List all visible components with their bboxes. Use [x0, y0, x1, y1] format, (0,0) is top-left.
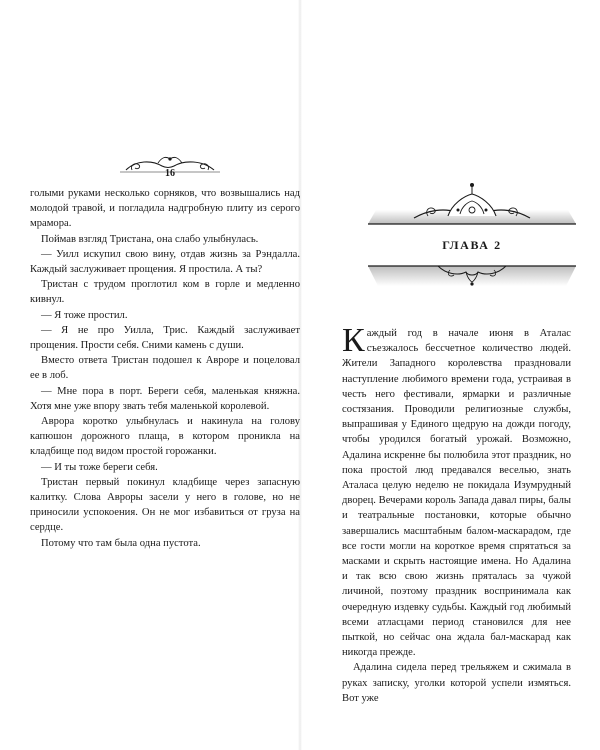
filigree-crown-ornament-icon: [368, 180, 576, 226]
filigree-shelf-ornament-icon: [368, 260, 576, 296]
left-body-text: [30, 186, 300, 551]
paragraph: Поймав взгляд Тристана, она слабо улыбнулась.: [41, 233, 259, 245]
chapter-title: ГЛАВА 2: [442, 238, 502, 252]
paragraph: — Я тоже простил.: [41, 309, 128, 321]
paragraph: — Уилл искупил свою вину, отдав жизнь за Рэндалла. Каждый заслуживает прощения. Я простила. А ты?: [30, 248, 300, 276]
paragraph: Тристан первый покинул кладбище через запасную калитку. Слова Авроры засели у него в голове, но не приносили успокоения. Он не мог избавиться от груза на сердце.: [30, 476, 300, 534]
paragraph: голыми руками несколько сорняков, что возвышались над молодой травой, и погладила надгробную плиту из серого мрамора.: [30, 188, 300, 230]
paragraph-text: аждый год в начале июня в Аталас съезжалось бессчетное количество людей. Жители Западного королевства праздновали наступление любимого времени года, устраивая в честь него фестивали, ярмарки и различные состязания. Проводили религиозные службы, выпрашивая у Единого щедрую на дожди погоду, чтобы уродился богатый урожай. Возможно, Адалина искренне бы полюбила этот праздник, но пока простой люд предавался веселью, знать Аталаса целую неделю не покидала Изумрудный дворец. Вечерами король Запада давал пиры, балы и театральные постановки, которые обычно завершались масштабным балом-маскарадом, где все гости могли на короткое время спрятаться за масками и скрыть настоящие имена. Но Адалина и так всю свою жизнь пряталась за чужой личиной, поэтому праздник воспринимала как очередную издевку судьбы. Каждый год любимый всеми атласцами период становился для нее пыткой, но сейчас она ждала бал-маскарад как никогда прежде.: [342, 328, 571, 659]
right-page: [302, 0, 600, 750]
paragraph: — Мне пора в порт. Береги себя, маленькая княжна. Хотя мне уже впору звать тебя маленькой королевой.: [30, 385, 300, 412]
paragraph: Адалина сидела перед трельяжем и сжимала в руках записку, уголки которой успели измяться. Вот уже: [342, 662, 571, 704]
paragraph: Аврора коротко улыбнулась и накинула на голову капюшон дорожного плаща, в котором проникла на кладбище под видом простой горожанки.: [30, 416, 300, 458]
chapter-heading: [368, 180, 576, 295]
left-page: [0, 0, 298, 750]
page-number: 16: [165, 168, 175, 179]
paragraph: Тристан с трудом проглотил ком в горле и медленно кивнул.: [30, 279, 300, 306]
drop-cap: К: [342, 322, 365, 359]
paragraph: Вместо ответа Тристан подошел к Авроре и поцеловал ее в лоб.: [30, 355, 300, 382]
paragraph: [342, 322, 571, 660]
paragraph: Потому что там была одна пустота.: [41, 537, 201, 549]
right-body-text: [342, 322, 571, 706]
paragraph: — Я не про Уилла, Трис. Каждый заслуживает прощения. Прости себя. Сними камень с души.: [30, 324, 300, 352]
paragraph: — И ты тоже береги себя.: [41, 461, 158, 473]
